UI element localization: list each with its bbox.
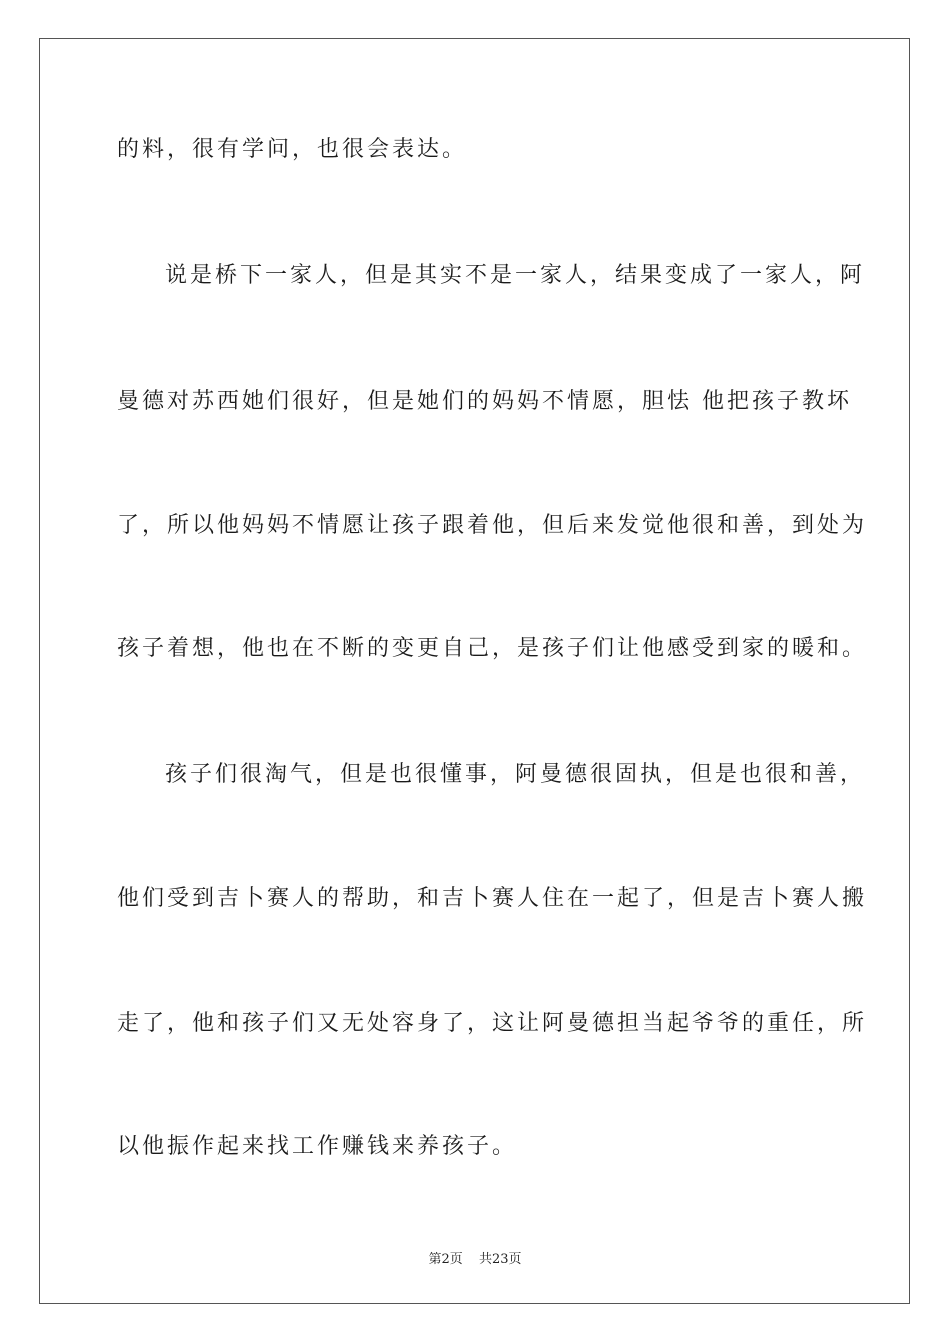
text-line-7: 他们受到吉卜赛人的帮助，和吉卜赛人住在一起了，但是吉卜赛人搬 [117, 886, 868, 911]
text-line-9: 以他振作起来找工作赚钱来养孩子。 [117, 1134, 518, 1159]
text-line-3: 曼德对苏西她们很好，但是她们的妈妈不情愿，胆怯 他把孩子教坏 [117, 389, 852, 414]
page-footer [0, 1248, 950, 1267]
text-line-8: 走了，他和孩子们又无处容身了，这让阿曼德担当起爷爷的重任，所 [117, 1011, 868, 1036]
page-border [39, 38, 910, 1304]
text-line-1: 的料，很有学问，也很会表达。 [117, 137, 468, 162]
text-line-6: 孩子们很淘气，但是也很懂事，阿曼德很固执，但是也很和善， [165, 762, 866, 787]
text-line-2: 说是桥下一家人，但是其实不是一家人，结果变成了一家人，阿 [165, 263, 866, 288]
page-number-total: 共23页 [478, 1252, 522, 1267]
page-number-current: 第2页 [428, 1252, 463, 1267]
text-line-5: 孩子着想，他也在不断的变更自己，是孩子们让他感受到家的暖和。 [117, 636, 868, 661]
text-line-4: 了，所以他妈妈不情愿让孩子跟着他，但后来发觉他很和善，到处为 [117, 513, 868, 538]
